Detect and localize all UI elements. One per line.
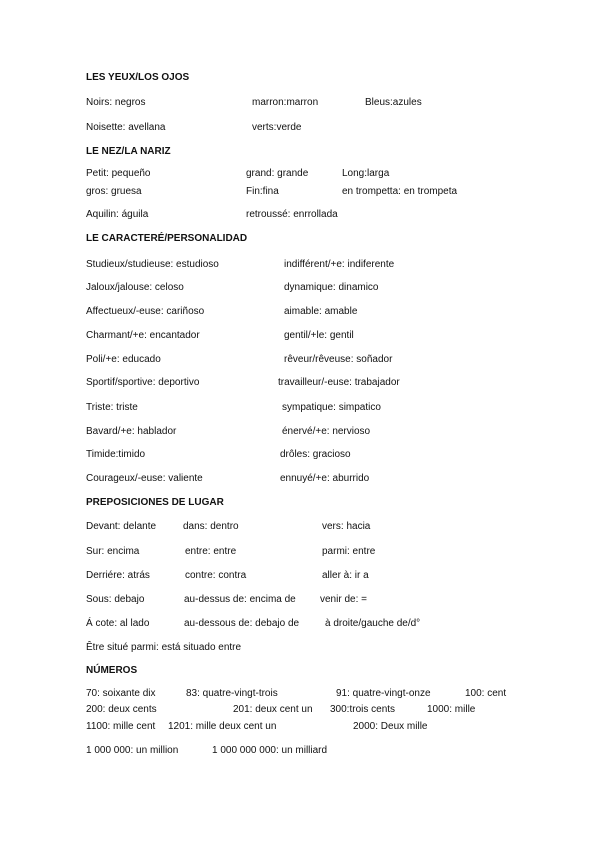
character-item: énervé/+e: nervioso: [282, 426, 371, 437]
character-heading: LE CARACTERÉ/PERSONALIDAD: [86, 233, 248, 244]
character-item: Jaloux/jalouse: celoso: [86, 282, 184, 293]
number-item: 1201: mille deux cent un: [168, 721, 277, 732]
number-item: 1 000 000 000: un milliard: [212, 745, 328, 756]
character-item: Bavard/+e: hablador: [86, 426, 177, 437]
nose-heading: LE NEZ/LA NARIZ: [86, 146, 171, 157]
number-item: 100: cent: [465, 688, 507, 699]
nose-item: Petit: pequeño: [86, 168, 151, 179]
nose-item: retroussé: enrrollada: [246, 209, 338, 220]
preposition-item: Derriére: atrás: [86, 570, 150, 581]
preposition-item: Sous: debajo: [86, 594, 145, 605]
eyes-item: Bleus:azules: [365, 97, 422, 108]
nose-item: Fin:fina: [246, 186, 279, 197]
number-item: 83: quatre-vingt-trois: [186, 688, 278, 699]
numbers-heading: NÚMEROS: [86, 665, 138, 676]
character-item: Sportif/sportive: deportivo: [86, 377, 200, 388]
number-item: 2000: Deux mille: [353, 721, 428, 732]
character-item: Charmant/+e: encantador: [86, 330, 200, 341]
preposition-item: dans: dentro: [183, 521, 239, 532]
eyes-item: marron:marron: [252, 97, 319, 108]
preposition-item: Être situé parmi: está situado entre: [86, 642, 242, 653]
preposition-item: à droite/gauche de/d°: [325, 618, 421, 629]
character-item: gentil/+le: gentil: [284, 330, 354, 341]
character-item: rêveur/rêveuse: soñador: [284, 354, 393, 365]
nose-item: grand: grande: [246, 168, 309, 179]
number-item: 91: quatre-vingt-onze: [336, 688, 431, 699]
eyes-item: Noisette: avellana: [86, 122, 166, 133]
number-item: 70: soixante dix: [86, 688, 156, 699]
nose-item: gros: gruesa: [86, 186, 142, 197]
nose-item: en trompetta: en trompeta: [342, 186, 458, 197]
preposition-item: contre: contra: [185, 570, 247, 581]
character-item: sympatique: simpatico: [282, 402, 381, 413]
eyes-item: Noirs: negros: [86, 97, 146, 108]
number-item: 1100: mille cent: [86, 721, 156, 732]
preposition-item: vers: hacia: [322, 521, 371, 532]
preposition-item: Devant: delante: [86, 521, 157, 532]
character-item: Studieux/studieuse: estudioso: [86, 259, 219, 270]
number-item: 200: deux cents: [86, 704, 157, 715]
number-item: 1000: mille: [427, 704, 476, 715]
preposition-item: entre: entre: [185, 546, 237, 557]
character-item: drôles: gracioso: [280, 449, 351, 460]
character-item: travailleur/-euse: trabajador: [278, 377, 400, 388]
character-item: dynamique: dinamico: [284, 282, 379, 293]
character-item: indifférent/+e: indiferente: [284, 259, 395, 270]
eyes-item: verts:verde: [252, 122, 302, 133]
preposition-item: au-dessous de: debajo de: [184, 618, 300, 629]
preposition-item: venir de: =: [320, 594, 367, 605]
character-item: Courageux/-euse: valiente: [86, 473, 203, 484]
number-item: 1 000 000: un million: [86, 745, 179, 756]
nose-item: Long:larga: [342, 168, 390, 179]
character-item: ennuyé/+e: aburrido: [280, 473, 370, 484]
eyes-heading: LES YEUX/LOS OJOS: [86, 72, 190, 83]
character-item: aimable: amable: [284, 306, 358, 317]
preposition-item: Sur: encima: [86, 546, 140, 557]
preposition-item: Á cote: al lado: [86, 618, 150, 629]
preposition-item: au-dessus de: encima de: [184, 594, 296, 605]
preposition-item: parmi: entre: [322, 546, 376, 557]
nose-item: Aquilin: águila: [86, 209, 149, 220]
number-item: 300:trois cents: [330, 704, 396, 715]
number-item: 201: deux cent un: [233, 704, 313, 715]
character-item: Triste: triste: [86, 402, 138, 413]
character-item: Poli/+e: educado: [86, 354, 161, 365]
character-item: Timide:timido: [86, 449, 146, 460]
preposition-item: aller à: ir a: [322, 570, 369, 581]
character-item: Affectueux/-euse: cariñoso: [86, 306, 205, 317]
prepositions-heading: PREPOSICIONES DE LUGAR: [86, 497, 224, 508]
